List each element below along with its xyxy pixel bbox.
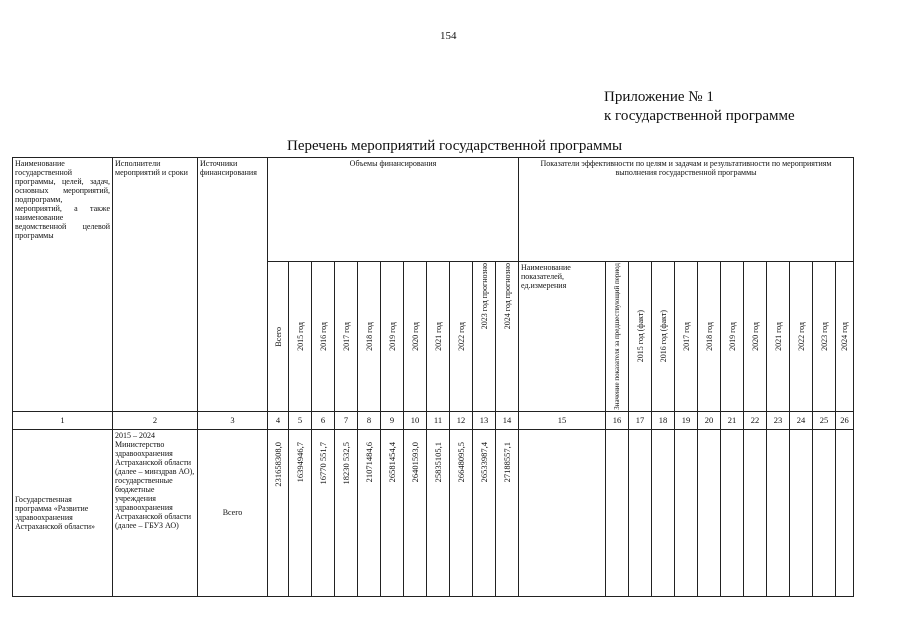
header-sources: Источники финансирования bbox=[198, 158, 268, 412]
page-number: 154 bbox=[440, 30, 457, 42]
header-year-2020: 2020 год bbox=[410, 321, 420, 351]
amount-2018: 21071484,6 bbox=[363, 441, 374, 483]
indicator-cell bbox=[790, 429, 813, 596]
column-numbers-row bbox=[13, 411, 854, 429]
header-ind-2022: 2022 год bbox=[796, 321, 806, 351]
column-number: 7 bbox=[335, 411, 358, 429]
program-name-cell: Государственная программа «Развитие здравоохранения Астраханской области» bbox=[13, 429, 113, 596]
header-year-2022: 2022 год bbox=[456, 321, 466, 351]
column-number: 23 bbox=[767, 411, 790, 429]
program-activities-table bbox=[12, 157, 854, 597]
appendix-line-1: Приложение № 1 bbox=[604, 89, 714, 105]
column-number: 9 bbox=[381, 411, 404, 429]
indicator-cell bbox=[652, 429, 675, 596]
column-number: 14 bbox=[496, 411, 519, 429]
column-number: 13 bbox=[473, 411, 496, 429]
column-number: 22 bbox=[744, 411, 767, 429]
amount-2020: 26401593,0 bbox=[409, 441, 420, 483]
header-ind-2015: 2015 год (факт) bbox=[635, 310, 645, 363]
column-number: 4 bbox=[268, 411, 289, 429]
header-ind-2016: 2016 год (факт) bbox=[658, 310, 668, 363]
header-ind-2023: 2023 год bbox=[819, 321, 829, 351]
indicator-cell bbox=[744, 429, 767, 596]
header-year-2016: 2016 год bbox=[318, 321, 328, 351]
column-number: 24 bbox=[790, 411, 813, 429]
column-number: 12 bbox=[450, 411, 473, 429]
column-number: 16 bbox=[606, 411, 629, 429]
indicator-cell bbox=[813, 429, 836, 596]
column-number: 25 bbox=[813, 411, 836, 429]
header-ind-2024: 2024 год bbox=[840, 321, 849, 351]
header-year-2019: 2019 год bbox=[387, 321, 397, 351]
appendix-caption bbox=[604, 88, 795, 126]
column-number: 1 bbox=[13, 411, 113, 429]
header-ind-2020: 2020 год bbox=[750, 321, 760, 351]
amount-2024: 27188557,1 bbox=[501, 441, 512, 483]
header-ind-2021: 2021 год bbox=[773, 321, 783, 351]
header-year-2024: 2024 год прогнозно bbox=[502, 263, 512, 330]
amount-2017: 18230 532,5 bbox=[340, 441, 351, 485]
header-indicator-name: Наименование показателей, ед.измерения bbox=[519, 262, 606, 412]
header-program-name: Наименование государственной программы, целей, задач, основных мероприятий, подпрограмм, мероприятий, а также наименование ведомственной целевой программы bbox=[13, 158, 113, 412]
amount-2015: 16394946,7 bbox=[294, 441, 305, 483]
indicator-cell bbox=[675, 429, 698, 596]
amount-2022: 26648095,5 bbox=[455, 441, 466, 483]
column-number: 2 bbox=[113, 411, 198, 429]
appendix-line-2: к государственной программе bbox=[604, 108, 795, 124]
column-number: 19 bbox=[675, 411, 698, 429]
column-number: 17 bbox=[629, 411, 652, 429]
header-indicator-prev: Значение показателя за предшествующий период bbox=[612, 263, 621, 410]
column-number: 20 bbox=[698, 411, 721, 429]
header-funding-group: Объемы финансирования bbox=[268, 158, 519, 262]
indicator-cell bbox=[836, 429, 854, 596]
executors-cell: 2015 – 2024 Министерство здравоохранения Астраханской области (далее – минздрав АО), государственные бюджетные учреждения здравоохранения Астраханской области (далее – ГБУЗ АО) bbox=[113, 429, 198, 596]
amount-total: 231658308,0 bbox=[272, 441, 283, 487]
indicator-cell bbox=[721, 429, 744, 596]
indicator-cell bbox=[629, 429, 652, 596]
column-number: 8 bbox=[358, 411, 381, 429]
amount-2023: 26533987,4 bbox=[478, 441, 489, 483]
header-ind-2018: 2018 год bbox=[704, 321, 714, 351]
column-number: 6 bbox=[312, 411, 335, 429]
amount-2016: 16770 551,7 bbox=[317, 441, 328, 485]
header-total: Всего bbox=[273, 326, 283, 347]
column-number: 3 bbox=[198, 411, 268, 429]
table-row bbox=[13, 429, 854, 596]
amount-2019: 26581454,4 bbox=[386, 441, 397, 483]
indicator-cell bbox=[767, 429, 790, 596]
column-number: 21 bbox=[721, 411, 744, 429]
header-year-2015: 2015 год bbox=[295, 321, 305, 351]
column-number: 5 bbox=[289, 411, 312, 429]
indicator-name-cell bbox=[519, 429, 606, 596]
header-year-2023: 2023 год прогнозно bbox=[479, 263, 489, 330]
header-year-2021: 2021 год bbox=[433, 321, 443, 351]
column-number: 26 bbox=[836, 411, 854, 429]
header-year-2018: 2018 год bbox=[364, 321, 374, 351]
header-year-2017: 2017 год bbox=[341, 321, 351, 351]
indicator-cell bbox=[698, 429, 721, 596]
header-indicators-group: Показатели эффективности по целям и задачам и результативности по мероприятиям выполнения государственной программы bbox=[519, 158, 854, 262]
amount-2021: 25835105,1 bbox=[432, 441, 443, 483]
header-executors: Исполнители мероприятий и сроки bbox=[113, 158, 198, 412]
column-number: 18 bbox=[652, 411, 675, 429]
source-cell: Всего bbox=[198, 429, 268, 596]
column-number: 15 bbox=[519, 411, 606, 429]
document-title: Перечень мероприятий государственной программы bbox=[287, 138, 623, 154]
indicator-prev-cell bbox=[606, 429, 629, 596]
header-ind-2017: 2017 год bbox=[681, 321, 691, 351]
header-ind-2019: 2019 год bbox=[727, 321, 737, 351]
column-number: 10 bbox=[404, 411, 427, 429]
column-number: 11 bbox=[427, 411, 450, 429]
